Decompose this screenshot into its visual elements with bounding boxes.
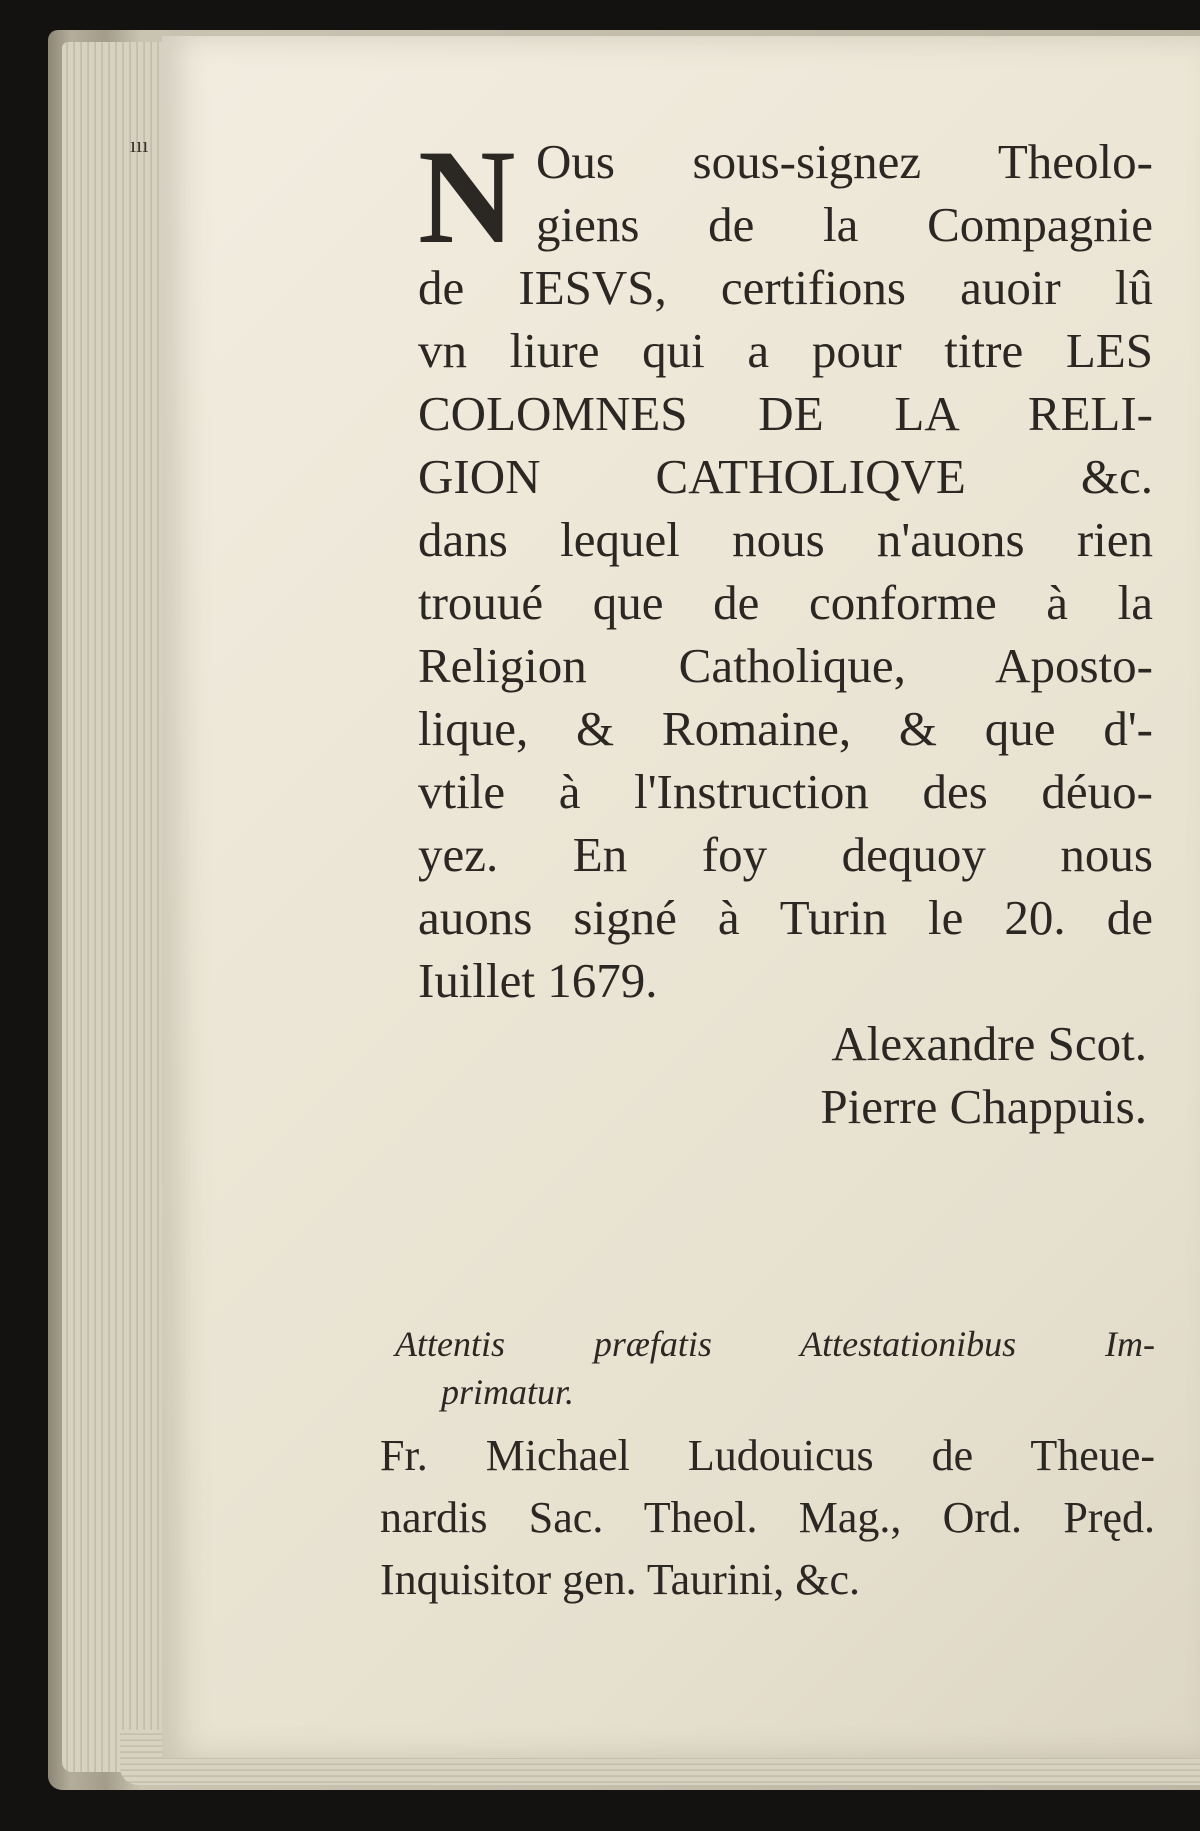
edge-mark: ııı (130, 132, 149, 157)
text-line: Religion Catholique, Aposto- (418, 638, 1153, 693)
signature-chappuis: Pierre Chappuis. (820, 1079, 1147, 1134)
imprimatur (395, 1320, 1155, 1416)
inquisitor-signature (380, 1425, 1155, 1611)
drop-cap: N (418, 123, 516, 272)
text-line: Ous sous-signez Theolo- (536, 134, 1153, 189)
text-line: trouué que de conforme à la (418, 575, 1153, 630)
inquisitor-line: Fr. Michael Ludouicus de Theue- (380, 1431, 1155, 1480)
text-line: vn liure qui a pour titre LES (418, 323, 1153, 378)
inquisitor-line: Inquisitor gen. Taurini, &c. (380, 1555, 861, 1604)
text-line: vtile à l'Instruction des déuo- (418, 764, 1153, 819)
signature-scot: Alexandre Scot. (831, 1016, 1147, 1071)
text-line: auons signé à Turin le 20. de (418, 890, 1153, 945)
text-line: lique, & Romaine, & que d'- (418, 701, 1153, 756)
text-line: GION CATHOLIQVE &c. (418, 449, 1153, 504)
imprimatur-line: primatur. (441, 1372, 575, 1412)
text-line: COLOMNES DE LA RELI- (418, 386, 1153, 441)
imprimatur-line: Attentis præfatis Attestationibus Im- (395, 1324, 1155, 1364)
text-line: de IESVS, certifions auoir lû (418, 260, 1153, 315)
inquisitor-line: nardis Sac. Theol. Mag., Ord. Pręd. (380, 1493, 1155, 1542)
text-line: giens de la Compagnie (536, 197, 1153, 252)
text-line: yez. En foy dequoy nous (418, 827, 1153, 882)
text-line: dans lequel nous n'auons rien (418, 512, 1153, 567)
text-line: Iuillet 1679. (418, 953, 658, 1008)
approbation-text (418, 123, 1153, 1138)
